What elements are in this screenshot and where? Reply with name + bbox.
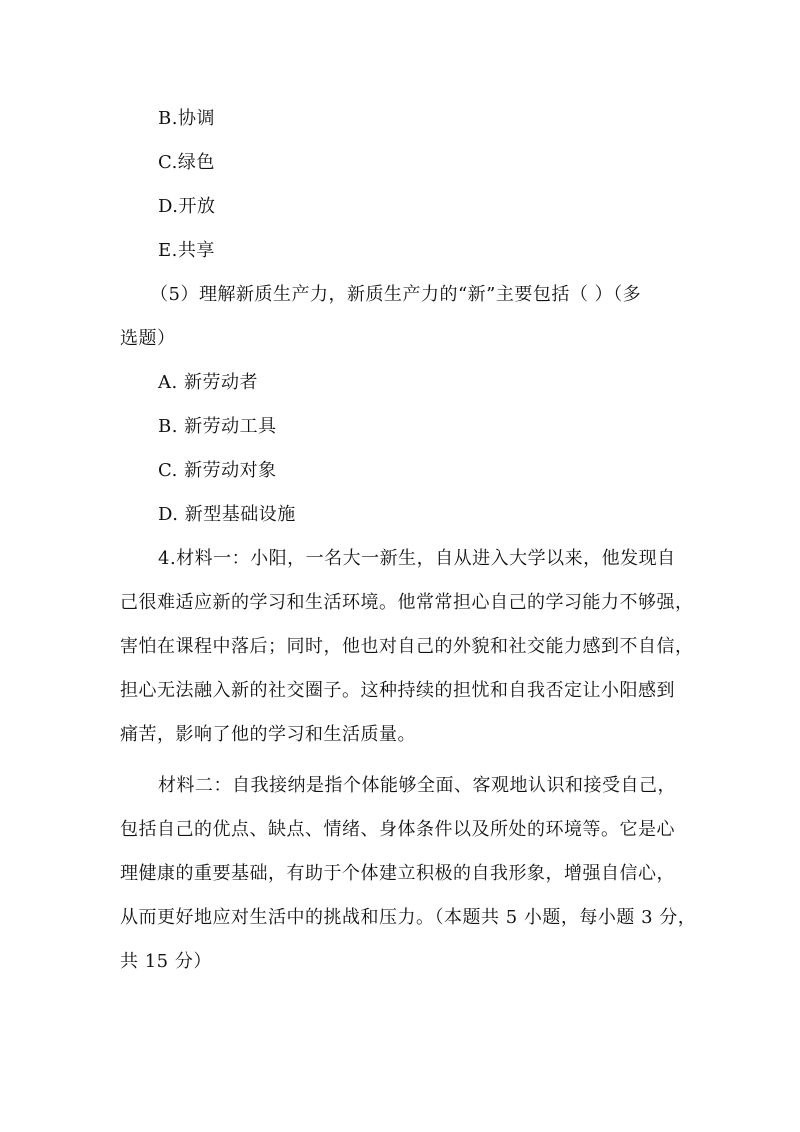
q5-option-c: C. 新劳动对象 <box>158 460 277 481</box>
material-1-line2: 己很难适应新的学习和生活环境。他常常担心自己的学习能力不够强， <box>120 592 694 613</box>
question-5-stem-line1: （5）理解新质生产力，新质生产力的“新”主要包括（ ）（多 <box>150 284 642 305</box>
material-2-line5: 共 15 分） <box>120 951 212 972</box>
material-2-line3: 理健康的重要基础，有助于个体建立积极的自我形象，增强自信心， <box>120 863 675 884</box>
material-2-line4: 从而更好地应对生活中的挑战和压力。（本题共 5 小题，每小题 3 分， <box>120 907 697 928</box>
q5-option-a: A. 新劳动者 <box>158 372 258 393</box>
material-1-line1: 4.材料一：小阳，一名大一新生，自从进入大学以来，他发现自 <box>158 548 676 569</box>
option-d: D.开放 <box>158 196 216 217</box>
material-2-line1: 材料二：自我接纳是指个体能够全面、客观地认识和接受自己， <box>158 775 676 796</box>
question-5-stem-line2: 选题） <box>120 328 176 349</box>
material-1-line3: 害怕在课程中落后；同时，他也对自己的外貌和社交能力感到不自信， <box>120 636 694 657</box>
option-e: E.共享 <box>158 240 215 261</box>
q5-option-d: D. 新型基础设施 <box>158 504 296 525</box>
material-1-line5: 痛苦，影响了他的学习和生活质量。 <box>120 724 416 745</box>
q5-option-b: B. 新劳动工具 <box>158 416 277 437</box>
option-b: B.协调 <box>158 108 215 129</box>
material-2-line2: 包括自己的优点、缺点、情绪、身体条件以及所处的环境等。它是心 <box>120 819 675 840</box>
material-1-line4: 担心无法融入新的社交圈子。这种持续的担忧和自我否定让小阳感到 <box>120 680 675 701</box>
option-c: C.绿色 <box>158 152 215 173</box>
